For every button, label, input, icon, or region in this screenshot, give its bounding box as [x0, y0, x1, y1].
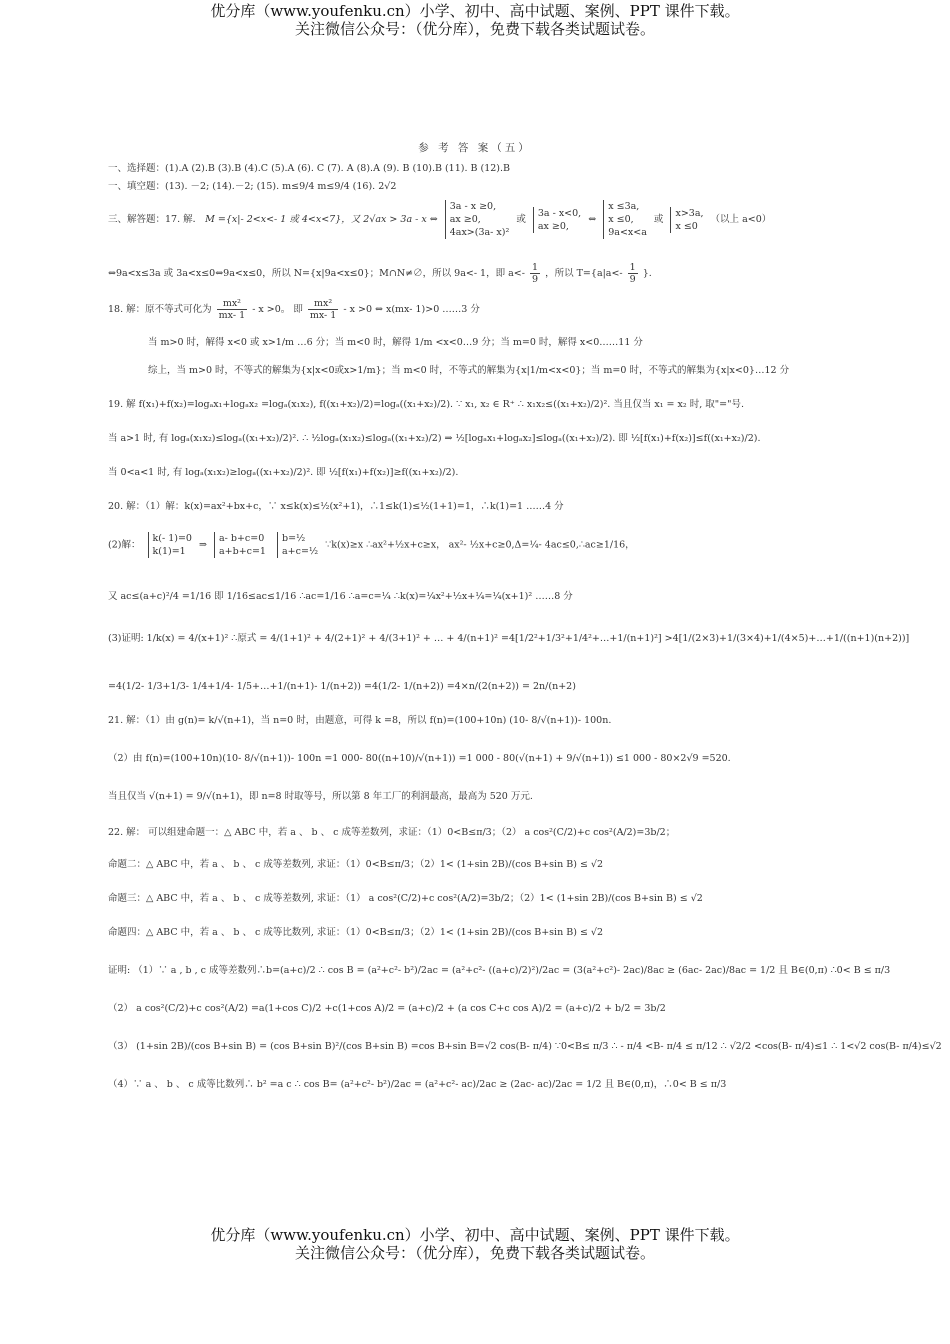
q20-sysa-r0: k(- 1)=0	[152, 533, 192, 544]
q20-system-a	[148, 532, 192, 558]
header-banner	[0, 2, 950, 38]
q17-fraction-1	[530, 262, 540, 285]
q18-l1a: 18. 解：原不等式可化为	[108, 304, 212, 315]
q20-sysb-r1: a+b+c=1	[218, 546, 266, 557]
q19-line-3: 当 0<a<1 时, 有 logₐ(x₁x₂)≥logₐ((x₁+x₂)/2)². 即 ½[f(x₁)+f(x₂)]≥f((x₁+x₂)/2).	[108, 467, 459, 478]
q17-note: （以上 a<0）	[710, 214, 772, 225]
q17-f2-den: 9	[629, 274, 636, 285]
q18-line-3: 综上，当 m>0 时，不等式的解集为{x|x<0或x>1/m}；当 m<0 时，不等式的解集为{x|1/m<x<0}；当 m=0 时，不等式的解集为{x|x<0}…12 分	[148, 365, 790, 376]
q17-lead: 三、解答题：17. 解．	[108, 214, 203, 225]
q17-l2b: ，所以 T={a|a<-	[545, 268, 623, 279]
q17-f1-num: 1	[532, 262, 539, 273]
q20-sysa-r1: k(1)=1	[152, 546, 186, 557]
q17-sys4-r0: x>3a,	[675, 207, 704, 219]
q22-proposition-2: 命题二：△ ABC 中，若 a 、 b 、 c 成等差数列, 求证：（1）0<B≤π/3；（2）1< (1+sin 2B)/(cos B+sin B) ≤ √2	[108, 859, 604, 870]
q21-line-2: （2）由 f(n)=(100+10n)(10- 8/√(n+1))- 100n =1 000- 80((n+10)/√(n+1)) =1 000 - 80(√(n+1) + 9/√(n+1)) ≤1 000 - 80×2√9 =520.	[108, 753, 731, 764]
q22-proposition-1: 22. 解： 可以组建命题一：△ ABC 中，若 a 、 b 、 c 成等差数列，求证：（1）0<B≤π/3；（2） a cos²(C/2)+c cos²(A/2)=3b/2；	[108, 827, 676, 838]
q22-proposition-4: 命题四：△ ABC 中，若 a 、 b 、 c 成等比数列, 求证：（1）0<B≤π/3；（2）1< (1+sin 2B)/(cos B+sin B) ≤ √2	[108, 927, 604, 938]
q20-line-2	[108, 532, 635, 558]
q17-sys2-r1: ax ≥0,	[537, 220, 569, 232]
banner-line-1: 优分库（www.youfenku.cn）小学、初中、高中试题、案例、PPT 课件下载。	[210, 2, 740, 20]
q20-arrow: ⇒	[198, 539, 207, 551]
q17-system-2	[533, 207, 581, 233]
q17-system-4	[670, 207, 703, 233]
q17-sys3-r1: x ≤0,	[608, 214, 634, 225]
q17-l2c: }.	[642, 268, 652, 279]
footer-line-2: 关注微信公众号：（优分库），免费下载各类试题试卷。	[294, 1244, 655, 1262]
q17-line-1	[108, 200, 771, 239]
q20-sysc-r1: a+c=½	[282, 546, 319, 557]
q17-l2a: ⇔9a<x≤3a 或 3a<x≤0⇔9a<x≤0，所以 N={x|9a<x≤0}；M∩N≠∅，所以 9a<- 1，即 a<-	[108, 268, 525, 279]
page-title: 参 考 答 案（五）	[418, 142, 532, 154]
q17-setm: M ={x|- 2<x<- 1 或 4<x<7}，又 2√ax > 3a - x ⇔	[205, 214, 438, 225]
footer-line-1: 优分库（www.youfenku.cn）小学、初中、高中试题、案例、PPT 课件下载。	[210, 1226, 740, 1244]
q22-proof-1: 证明: （1）∵ a , b , c 成等差数列∴b=(a+c)/2 ∴ cos B = (a²+c²- b²)/2ac = (a²+c²- ((a+c)/2)²)/2ac = (3(a²+c²)- 2ac)/8ac ≥ (6ac- 2ac)/8ac = 1/2 且 B∈(0,π) ∴0< B ≤ π/3	[108, 965, 891, 976]
q17-sys4-r1: x ≤0	[675, 220, 698, 232]
q22-proof-3: （3） (1+sin 2B)/(cos B+sin B) = (cos B+sin B)²/(cos B+sin B) =cos B+sin B=√2 cos(B- π/4) ∵0<B≤ π/3 ∴ - π/4 <B- π/4 ≤ π/12 ∴ √2/2 <cos(B- π/4)≤1 ∴ 1<√2 cos(B- π/4)≤√2	[108, 1041, 942, 1052]
q17-system-3	[603, 200, 647, 239]
q18-f1-den: mx- 1	[218, 310, 246, 321]
q17-sys3-r0: x ≤3a,	[608, 201, 640, 212]
q17-or-1: 或	[516, 214, 526, 225]
q18-f2-num: mx²	[308, 298, 338, 310]
q17-line-2	[108, 262, 652, 285]
q17-sys1-r1: ax ≥0,	[449, 214, 481, 225]
q18-line-1	[108, 298, 480, 321]
q17-fraction-2	[628, 262, 638, 285]
q20-line-4: (3)证明: 1/k(x) = 4/(x+1)² ∴原式 = 4/(1+1)² + 4/(2+1)² + 4/(3+1)² + … + 4/(n+1)² =4[1/2²+1/3²+1/4²+…+1/(n+1)²] >4[1/(2×3)+1/(3×4)+1/(4×5)+…+1/((n+1)(n+2))]	[108, 633, 910, 644]
q17-f1-den: 9	[532, 274, 539, 285]
q20-system-b	[214, 532, 266, 558]
q22-proof-4: （4）∵ a 、 b 、 c 成等比数列∴ b² =a c ∴ cos B= (a²+c²- b²)/2ac = (a²+c²- ac)/2ac ≥ (2ac- ac)/2ac = 1/2 且 B∈(0,π)，∴0< B ≤ π/3	[108, 1079, 727, 1090]
q20-sysc-r0: b=½	[282, 533, 306, 544]
q18-f1-num: mx²	[217, 298, 247, 310]
q22-proposition-3: 命题三：△ ABC 中，若 a 、 b 、 c 成等差数列, 求证：（1） a cos²(C/2)+c cos²(A/2)=3b/2；（2）1< (1+sin 2B)/(cos B+sin B) ≤ √2	[108, 893, 703, 904]
q19-line-2: 当 a>1 时, 有 logₐ(x₁x₂)≤logₐ((x₁+x₂)/2)². ∴ ½logₐ(x₁x₂)≤logₐ((x₁+x₂)/2) ⇒ ½[logₐx₁+logₐx₂]≤logₐ((x₁+x₂)/2). 即 ½[f(x₁)+f(x₂)]≤f((x₁+x₂)/2).	[108, 433, 761, 444]
q17-iff: ⇔	[588, 214, 597, 225]
q17-or-2: 或	[653, 214, 664, 225]
q21-line-3: 当且仅当 √(n+1) = 9/√(n+1)，即 n=8 时取等号，所以第 8 年工厂的利润最高，最高为 520 万元.	[108, 791, 533, 802]
q22-proof-2: （2） a cos²(C/2)+c cos²(A/2) =a(1+cos C)/2 +c(1+cos A)/2 = (a+c)/2 + (a cos C+c cos A)/2 = (a+c)/2 + b/2 = 3b/2	[108, 1003, 666, 1014]
q20-system-c	[277, 532, 318, 558]
q20-l2-lead: (2)解：	[108, 539, 141, 551]
q18-line-2: 当 m>0 时，解得 x<0 或 x>1/m …6 分；当 m<0 时，解得 1/m <x<0…9 分；当 m=0 时，解得 x<0……11 分	[148, 337, 643, 348]
banner-line-2: 关注微信公众号：（优分库），免费下载各类试题试卷。	[294, 20, 655, 38]
q20-l2-tail: ∵k(x)≥x ∴ax²+½x+c≥x， ax²- ½x+c≥0,Δ=¼- 4ac≤0,∴ac≥1/16，	[325, 539, 635, 551]
q18-f2-den: mx- 1	[309, 310, 337, 321]
q17-f2-num: 1	[629, 262, 636, 273]
answer-multiple-choice: 一、选择题：(1).A (2).B (3).B (4).C (5).A (6). C (7). A (8).A (9). B (10).B (11). B (12).B	[108, 163, 511, 174]
q20-line-5: =4(1/2- 1/3+1/3- 1/4+1/4- 1/5+…+1/(n+1)- 1/(n+2)) =4(1/2- 1/(n+2)) =4×n/(2(n+2)) = 2n/(n+2)	[108, 681, 576, 692]
q17-sys3-r2: 9a<x<a	[608, 227, 647, 238]
footer-banner	[0, 1226, 950, 1262]
q17-sys1-r0: 3a - x ≥0,	[449, 201, 497, 212]
q18-l1b: - x >0。 即	[252, 304, 303, 315]
q18-fraction-2	[308, 298, 338, 321]
q17-sys2-r0: 3a - x<0,	[537, 207, 582, 219]
q20-sysb-r0: a- b+c=0	[218, 533, 265, 544]
q21-line-1: 21. 解：（1）由 g(n)= k/√(n+1)，当 n=0 时，由题意，可得 k =8，所以 f(n)=(100+10n) (10- 8/√(n+1))- 100n.	[108, 715, 612, 726]
q20-line-1: 20. 解：（1）解：k(x)=ax²+bx+c，∵ x≤k(x)≤½(x²+1)，∴1≤k(1)≤½(1+1)=1，∴k(1)=1 ……4 分	[108, 501, 564, 512]
q17-system-1	[445, 200, 510, 239]
q20-line-3: 又 ac≤(a+c)²/4 =1/16 即 1/16≤ac≤1/16 ∴ac=1/16 ∴a=c=¼ ∴k(x)=¼x²+½x+¼=¼(x+1)² ……8 分	[108, 591, 573, 602]
answer-fill-in: 一、填空题：(13). －2; (14).－2; (15). m≤9/4 m≤9/4 (16). 2√2	[108, 181, 397, 192]
q18-l1c: - x >0 ⇔ x(mx- 1)>0 ……3 分	[343, 304, 480, 315]
q17-sys1-r2: 4ax>(3a- x)²	[449, 227, 510, 238]
q19-line-1: 19. 解 f(x₁)+f(x₂)=logₐx₁+logₐx₂ =logₐ(x₁x₂), f((x₁+x₂)/2)=logₐ((x₁+x₂)/2). ∵ x₁, x₂ ∈ R⁺ ∴ x₁x₂≤((x₁+x₂)/2)². 当且仅当 x₁ = x₂ 时, 取"="号.	[108, 399, 744, 410]
q18-fraction-1	[217, 298, 247, 321]
